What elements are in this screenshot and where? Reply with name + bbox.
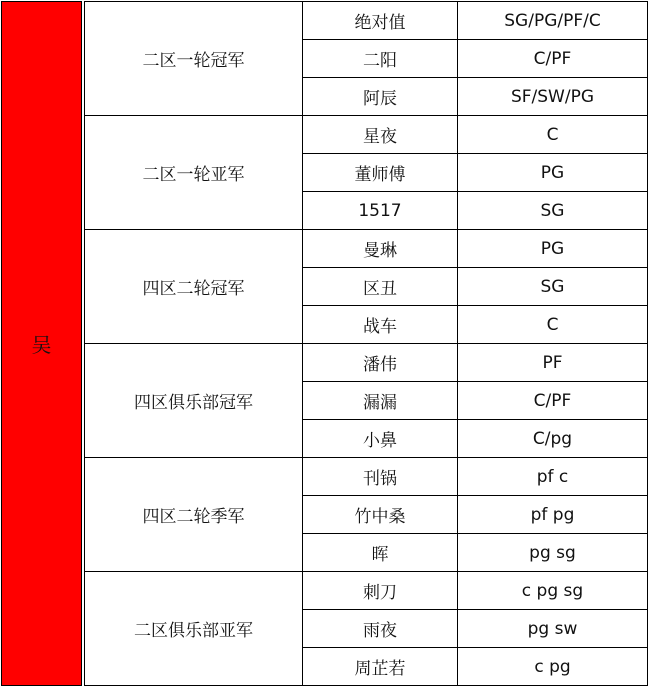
group-title: 二区一轮冠军 [84, 2, 303, 116]
player-position: c pg [458, 648, 648, 686]
player-position: PG [458, 230, 648, 268]
group-block [84, 230, 648, 344]
table-row [303, 192, 648, 230]
table-row [303, 306, 648, 344]
player-position: C [458, 116, 648, 154]
player-name: 二阳 [303, 40, 458, 78]
group-block [84, 572, 648, 686]
table-row [303, 40, 648, 78]
player-position: pf c [458, 458, 648, 496]
player-position: C [458, 306, 648, 344]
group-title: 二区俱乐部亚军 [84, 572, 303, 686]
group-title: 二区一轮亚军 [84, 116, 303, 230]
player-name: 阿辰 [303, 78, 458, 116]
group-title: 四区俱乐部冠军 [84, 344, 303, 458]
table-row [303, 154, 648, 192]
player-name: 战车 [303, 306, 458, 344]
table-row [303, 344, 648, 382]
group-block [84, 2, 648, 116]
table-row [303, 78, 648, 116]
player-name: 晖 [303, 534, 458, 572]
player-position: pg sw [458, 610, 648, 648]
player-position: SF/SW/PG [458, 78, 648, 116]
player-name: 董师傅 [303, 154, 458, 192]
table-row [303, 458, 648, 496]
player-position: SG [458, 268, 648, 306]
group-block [84, 458, 648, 572]
player-name: 1517 [303, 192, 458, 230]
player-name: 漏漏 [303, 382, 458, 420]
player-name: 星夜 [303, 116, 458, 154]
team-label-cell [1, 1, 82, 686]
player-position: SG/PG/PF/C [458, 2, 648, 40]
group-block [84, 344, 648, 458]
group-block [84, 116, 648, 230]
player-name: 潘伟 [303, 344, 458, 382]
table-row [303, 496, 648, 534]
table-row [303, 268, 648, 306]
player-position: C/PF [458, 40, 648, 78]
table-row [303, 116, 648, 154]
table-row [303, 572, 648, 610]
player-name: 区丑 [303, 268, 458, 306]
table-row [303, 230, 648, 268]
groups-grid [84, 1, 648, 687]
player-name: 雨夜 [303, 610, 458, 648]
player-position: c pg sg [458, 572, 648, 610]
player-name: 小鼻 [303, 420, 458, 458]
table-row [303, 420, 648, 458]
player-position: C/PF [458, 382, 648, 420]
player-name: 刊锅 [303, 458, 458, 496]
player-position: pf pg [458, 496, 648, 534]
player-name: 周芷若 [303, 648, 458, 686]
table-row [303, 610, 648, 648]
table-row [303, 534, 648, 572]
player-position: pg sg [458, 534, 648, 572]
player-name: 竹中桑 [303, 496, 458, 534]
table-row [303, 2, 648, 40]
team-label: 吴 [31, 333, 52, 357]
player-name: 曼琳 [303, 230, 458, 268]
player-name: 刺刀 [303, 572, 458, 610]
table-row [303, 382, 648, 420]
group-title: 四区二轮季军 [84, 458, 303, 572]
player-position: PF [458, 344, 648, 382]
group-title: 四区二轮冠军 [84, 230, 303, 344]
table-row [303, 648, 648, 686]
player-position: SG [458, 192, 648, 230]
player-position: PG [458, 154, 648, 192]
player-name: 绝对值 [303, 2, 458, 40]
player-position: C/pg [458, 420, 648, 458]
